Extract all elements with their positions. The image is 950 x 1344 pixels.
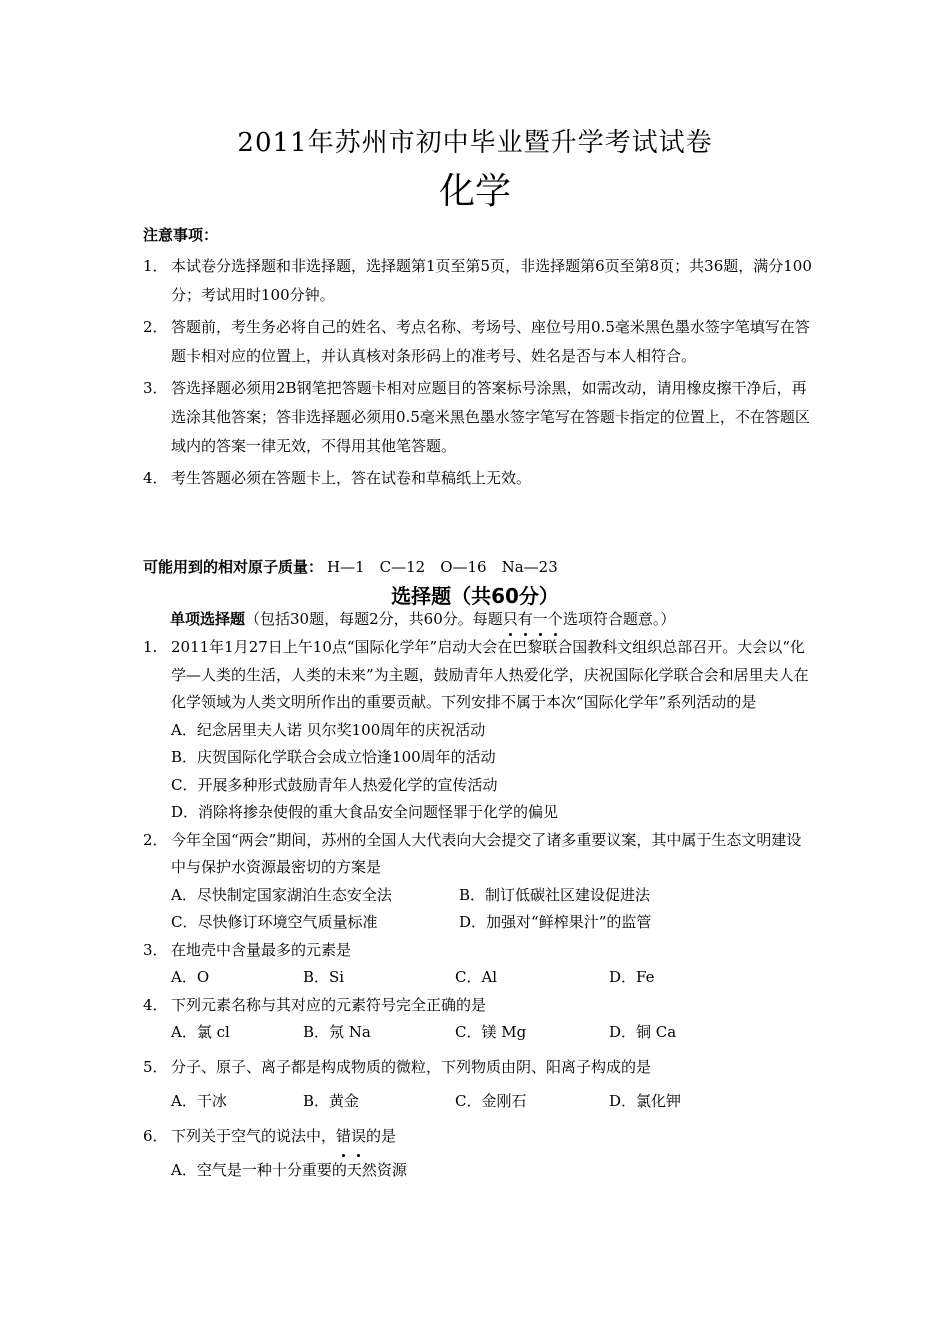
question-stem: 在地壳中含量最多的元素是 [171,940,352,959]
question-number: 6． [143,1126,168,1145]
option-a: A．尽快制定国家湖泊生态安全法 [171,885,392,904]
option-row [143,909,813,937]
question-stem: 分子、原子、离子都是构成物质的微粒，下列物质由阴、阳离子构成的是 [171,1057,652,1076]
question-number: 2． [143,830,168,849]
option-d: D．铜 Ca [609,1023,677,1041]
option-c: C．镁 Mg [455,1023,527,1041]
section-instruction [170,608,675,629]
question-4 [143,992,813,1020]
option-a: A．纪念居里夫人诺 贝尔奖100周年的庆祝活动 [171,720,486,739]
notice-list [143,252,813,496]
question-stem: 下列元素名称与其对应的元素符号完全正确的是 [171,995,487,1014]
option-b: B．庆贺国际化学联合会成立恰逢100周年的活动 [171,748,496,766]
option-row [143,1019,813,1047]
atomic-mass-values: H—1 C—12 O—16 Na—23 [327,558,558,576]
option-c: C．开展多种形式鼓励青年人热爱化学的宣传活动 [171,775,498,794]
question-2 [143,827,813,882]
emphasis-char: 误 [351,1123,366,1151]
notice-text: 考生答题必须在答题卡上，答在试卷和草稿纸上无效。 [171,469,532,487]
question-number: 3． [143,940,168,959]
notice-number: 2． [143,318,168,336]
notice-text: 本试卷分选择题和非选择题，选择题第1页至第5页，非选择题第6页至第8页；共36题，满分100分；考试用时100分钟。 [171,257,812,304]
notice-number: 4． [143,469,168,487]
option-b: B．氖 Na [303,1023,371,1041]
instruction-text: 选项符合题意。） [562,610,676,628]
notice-item [143,252,813,310]
option-c: C．尽快修订环境空气质量标准 [171,913,378,931]
option-row [143,964,813,992]
emphasis-char: 错 [336,1123,351,1151]
option-a: A．干冰 [171,1092,227,1110]
emphasis-char: 只 [502,610,518,628]
emphasis-char: 一 [532,610,548,628]
option-c: C．金刚石 [455,1092,527,1110]
option-b: B．制订低碳社区建设促进法 [459,885,651,904]
notice-text: 答选择题必须用2B钢笔把答题卡相对应题目的答案标号涂黑，如需改动，请用橡皮擦干净后，再选涂其他答案；答非选择题必须用0.5毫米黑色墨水签字笔写在答题卡指定的位置上，不在答题区域内的答案一律无效，不得用其他笔答题。 [171,379,810,455]
option-d: D．氯化钾 [609,1092,682,1110]
question-number: 1. [143,638,158,656]
option-b: B．黄金 [303,1092,360,1110]
emphasis-char: 个 [547,610,563,628]
atomic-mass-line [143,556,558,577]
option-row [143,1088,813,1116]
option-b: B．Si [303,968,345,986]
option-a: A．氯 cl [171,1023,230,1041]
option-c: C．Al [455,968,498,986]
instruction-text: （包括30题，每题2分，共60分。每题 [245,610,503,628]
exam-title: 2011年苏州市初中毕业暨升学考试试卷 [237,128,713,158]
subject-title: 化学 [438,171,511,212]
notice-item [143,313,813,371]
question-stem-end: 的是 [366,1126,397,1145]
option-d: D．Fe [609,968,655,986]
option-row [143,882,813,910]
question-number: 5． [143,1057,168,1076]
question-number: 4． [143,995,168,1014]
question-3 [143,937,813,965]
atomic-mass-label: 可能用到的相对原子质量： [143,558,324,576]
section-title: 选择题（共60分） [391,584,559,608]
notice-item [143,464,813,493]
question-list [143,634,813,1185]
notice-item [143,374,813,461]
question-type-label: 单项选择题 [170,610,246,628]
notice-text: 答题前，考生务必将自己的姓名、考点名称、考场号、座位号用0.5毫米黑色墨水签字笔填写在答题卡相对应的位置上，并认真核对条形码上的准考号、姓名是否与本人相符合。 [171,318,810,365]
question-5 [143,1054,813,1082]
notice-heading: 注意事项： [143,226,219,244]
emphasis-char: 有 [517,610,533,628]
option-a: A．O [171,968,210,986]
notice-number: 3． [143,379,168,397]
question-1 [143,634,813,717]
question-stem: 今年全国“两会”期间，苏州的全国人大代表向大会提交了诸多重要议案，其中属于生态文明建设中与保护水资源最密切的方案是 [171,830,802,876]
notice-number: 1． [143,257,168,275]
question-stem: 2011年1月27日上午10点“国际化学年”启动大会在巴黎联合国教科文组织总部召开。大会以“化学—人类的生活，人类的未来”为主题，鼓励青年人热爱化学，庆祝国际化学联合会和居里夫人在化学领域为人类文明所作出的重要贡献。下列安排不属于本次“国际化学年”系列活动的是 [171,638,809,711]
option-d: D．消除将掺杂使假的重大食品安全问题怪罪于化学的偏见 [171,803,559,821]
option-a: A．空气是一种十分重要的天然资源 [171,1161,407,1179]
option-d: D．加强对“鲜榨果汁”的监管 [459,913,652,931]
question-stem: 下列关于空气的说法中， [171,1126,337,1145]
question-6 [143,1123,813,1151]
